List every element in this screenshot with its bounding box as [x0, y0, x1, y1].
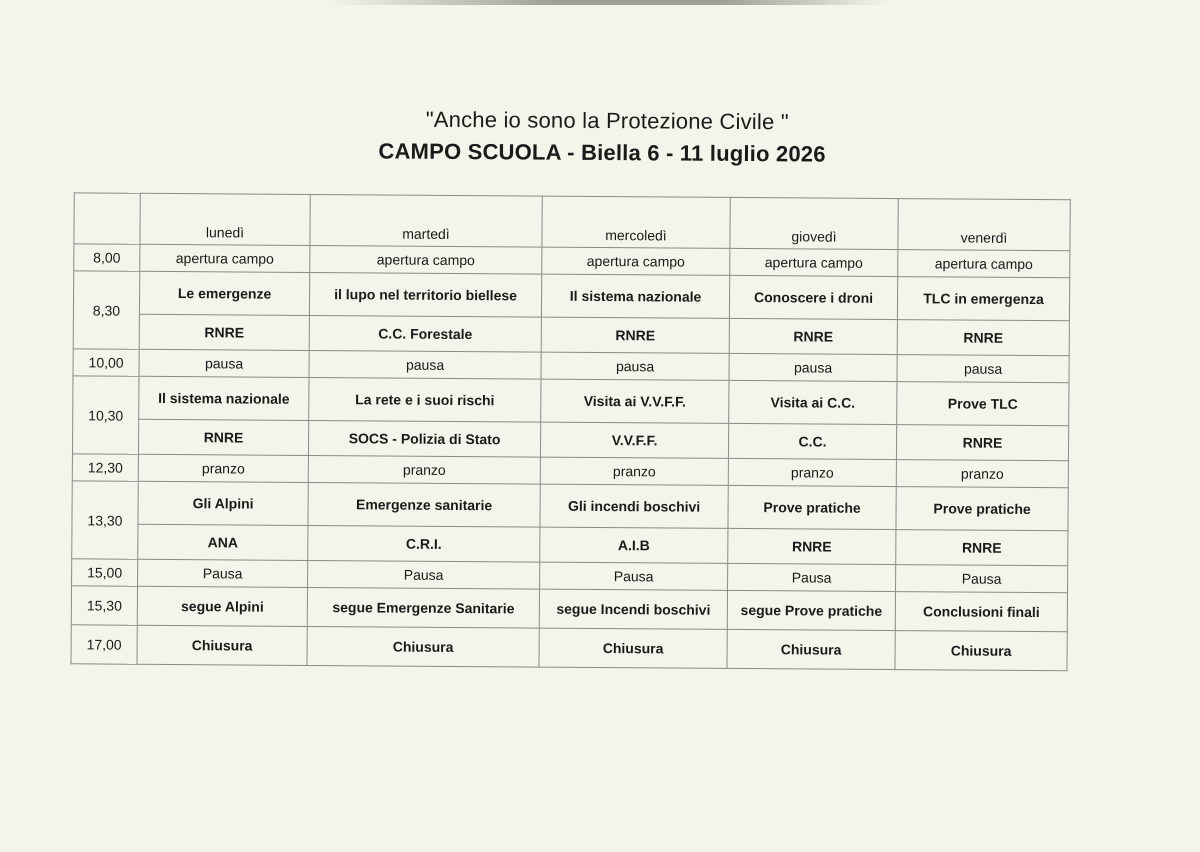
organizer-cell: RNRE: [729, 318, 897, 354]
day-header: giovedì: [730, 197, 898, 249]
organizer-cell: V.V.F.F.: [540, 422, 728, 458]
activity-cell: pranzo: [138, 454, 308, 482]
organizer-cell: RNRE: [138, 419, 308, 455]
time-cell: 12,30: [72, 454, 138, 481]
time-cell: 17,00: [71, 625, 137, 664]
topic-cell: Il sistema nazionale: [541, 274, 729, 318]
activity-cell: Pausa: [896, 565, 1068, 593]
activity-cell: pranzo: [540, 457, 728, 485]
day-header: venerdì: [898, 199, 1070, 251]
activity-cell: apertura campo: [898, 250, 1070, 278]
activity-cell: pausa: [729, 353, 897, 381]
topic-cell: Visita ai V.V.F.F.: [541, 379, 729, 423]
topic-cell: Gli Alpini: [138, 481, 308, 525]
topic-cell: La rete e i suoi rischi: [309, 377, 541, 422]
topic-cell: TLC in emergenza: [897, 277, 1069, 321]
activity-cell: Chiusura: [307, 626, 539, 667]
organizer-cell: C.C.: [728, 423, 896, 459]
organizer-cell: SOCS - Polizia di Stato: [308, 420, 540, 457]
schedule-table: [70, 192, 1070, 671]
title-line-2: CAMPO SCUOLA - Biella 6 - 11 luglio 2026: [378, 138, 826, 167]
schedule-row: [71, 625, 1067, 671]
topic-cell: il lupo nel territorio biellese: [309, 272, 541, 317]
activity-cell: segue Emergenze Sanitarie: [307, 587, 539, 628]
time-cell: 8,00: [74, 244, 140, 271]
activity-cell: segue Incendi boschivi: [539, 589, 727, 629]
schedule-row: [73, 271, 1069, 321]
schedule-row: [72, 481, 1068, 531]
title-block: [2, 104, 1200, 170]
activity-cell: pausa: [541, 352, 729, 380]
activity-cell: Chiusura: [727, 629, 895, 669]
activity-cell: Pausa: [728, 563, 896, 591]
organizer-cell: C.R.I.: [308, 525, 540, 562]
activity-cell: pausa: [139, 349, 309, 377]
organizer-cell: RNRE: [139, 314, 309, 350]
time-cell: 10,30: [72, 376, 139, 454]
activity-cell: apertura campo: [140, 244, 310, 272]
activity-cell: Conclusioni finali: [895, 592, 1067, 632]
organizer-cell: C.C. Forestale: [309, 315, 541, 352]
topic-cell: Prove pratiche: [728, 485, 896, 529]
time-cell: 15,30: [71, 586, 137, 625]
activity-cell: Pausa: [138, 559, 308, 587]
day-header: mercoledì: [542, 196, 730, 248]
activity-cell: pranzo: [308, 455, 540, 484]
organizer-cell: RNRE: [896, 530, 1068, 566]
time-cell: 10,00: [73, 349, 139, 376]
topic-cell: Visita ai C.C.: [729, 380, 897, 424]
day-header: lunedì: [140, 193, 310, 245]
organizer-cell: RNRE: [541, 317, 729, 353]
organizer-cell: RNRE: [897, 320, 1069, 356]
time-cell: 8,30: [73, 271, 140, 349]
day-header: martedì: [310, 194, 542, 247]
topic-cell: Conoscere i droni: [729, 275, 897, 319]
activity-cell: pranzo: [728, 458, 896, 486]
activity-cell: segue Prove pratiche: [727, 590, 895, 630]
topic-cell: Prove pratiche: [896, 487, 1068, 531]
topic-cell: Il sistema nazionale: [139, 376, 309, 420]
organizer-cell: RNRE: [728, 528, 896, 564]
activity-cell: pausa: [897, 355, 1069, 383]
organizer-cell: RNRE: [896, 425, 1068, 461]
corner-cell: [74, 193, 140, 244]
activity-cell: Chiusura: [137, 625, 307, 665]
topic-cell: Gli incendi boschivi: [540, 484, 728, 528]
organizer-cell: A.I.B: [540, 527, 728, 563]
activity-cell: Pausa: [308, 560, 540, 589]
header-row: [74, 193, 1070, 251]
topic-cell: Emergenze sanitarie: [308, 482, 540, 527]
activity-cell: apertura campo: [310, 245, 542, 274]
activity-cell: Chiusura: [895, 631, 1067, 671]
activity-cell: pranzo: [896, 460, 1068, 488]
activity-cell: apertura campo: [542, 247, 730, 275]
time-cell: 13,30: [72, 481, 139, 559]
activity-cell: Pausa: [540, 562, 728, 590]
topic-cell: Le emergenze: [139, 271, 309, 315]
schedule-row: [73, 376, 1069, 426]
organizer-cell: ANA: [138, 524, 308, 560]
activity-cell: segue Alpini: [137, 586, 307, 626]
title-line-1: "Anche io sono la Protezione Civile ": [425, 106, 789, 135]
activity-cell: Chiusura: [539, 628, 727, 668]
activity-cell: pausa: [309, 350, 541, 379]
topic-cell: Prove TLC: [897, 382, 1069, 426]
time-cell: 15,00: [72, 559, 138, 586]
activity-cell: apertura campo: [730, 248, 898, 276]
